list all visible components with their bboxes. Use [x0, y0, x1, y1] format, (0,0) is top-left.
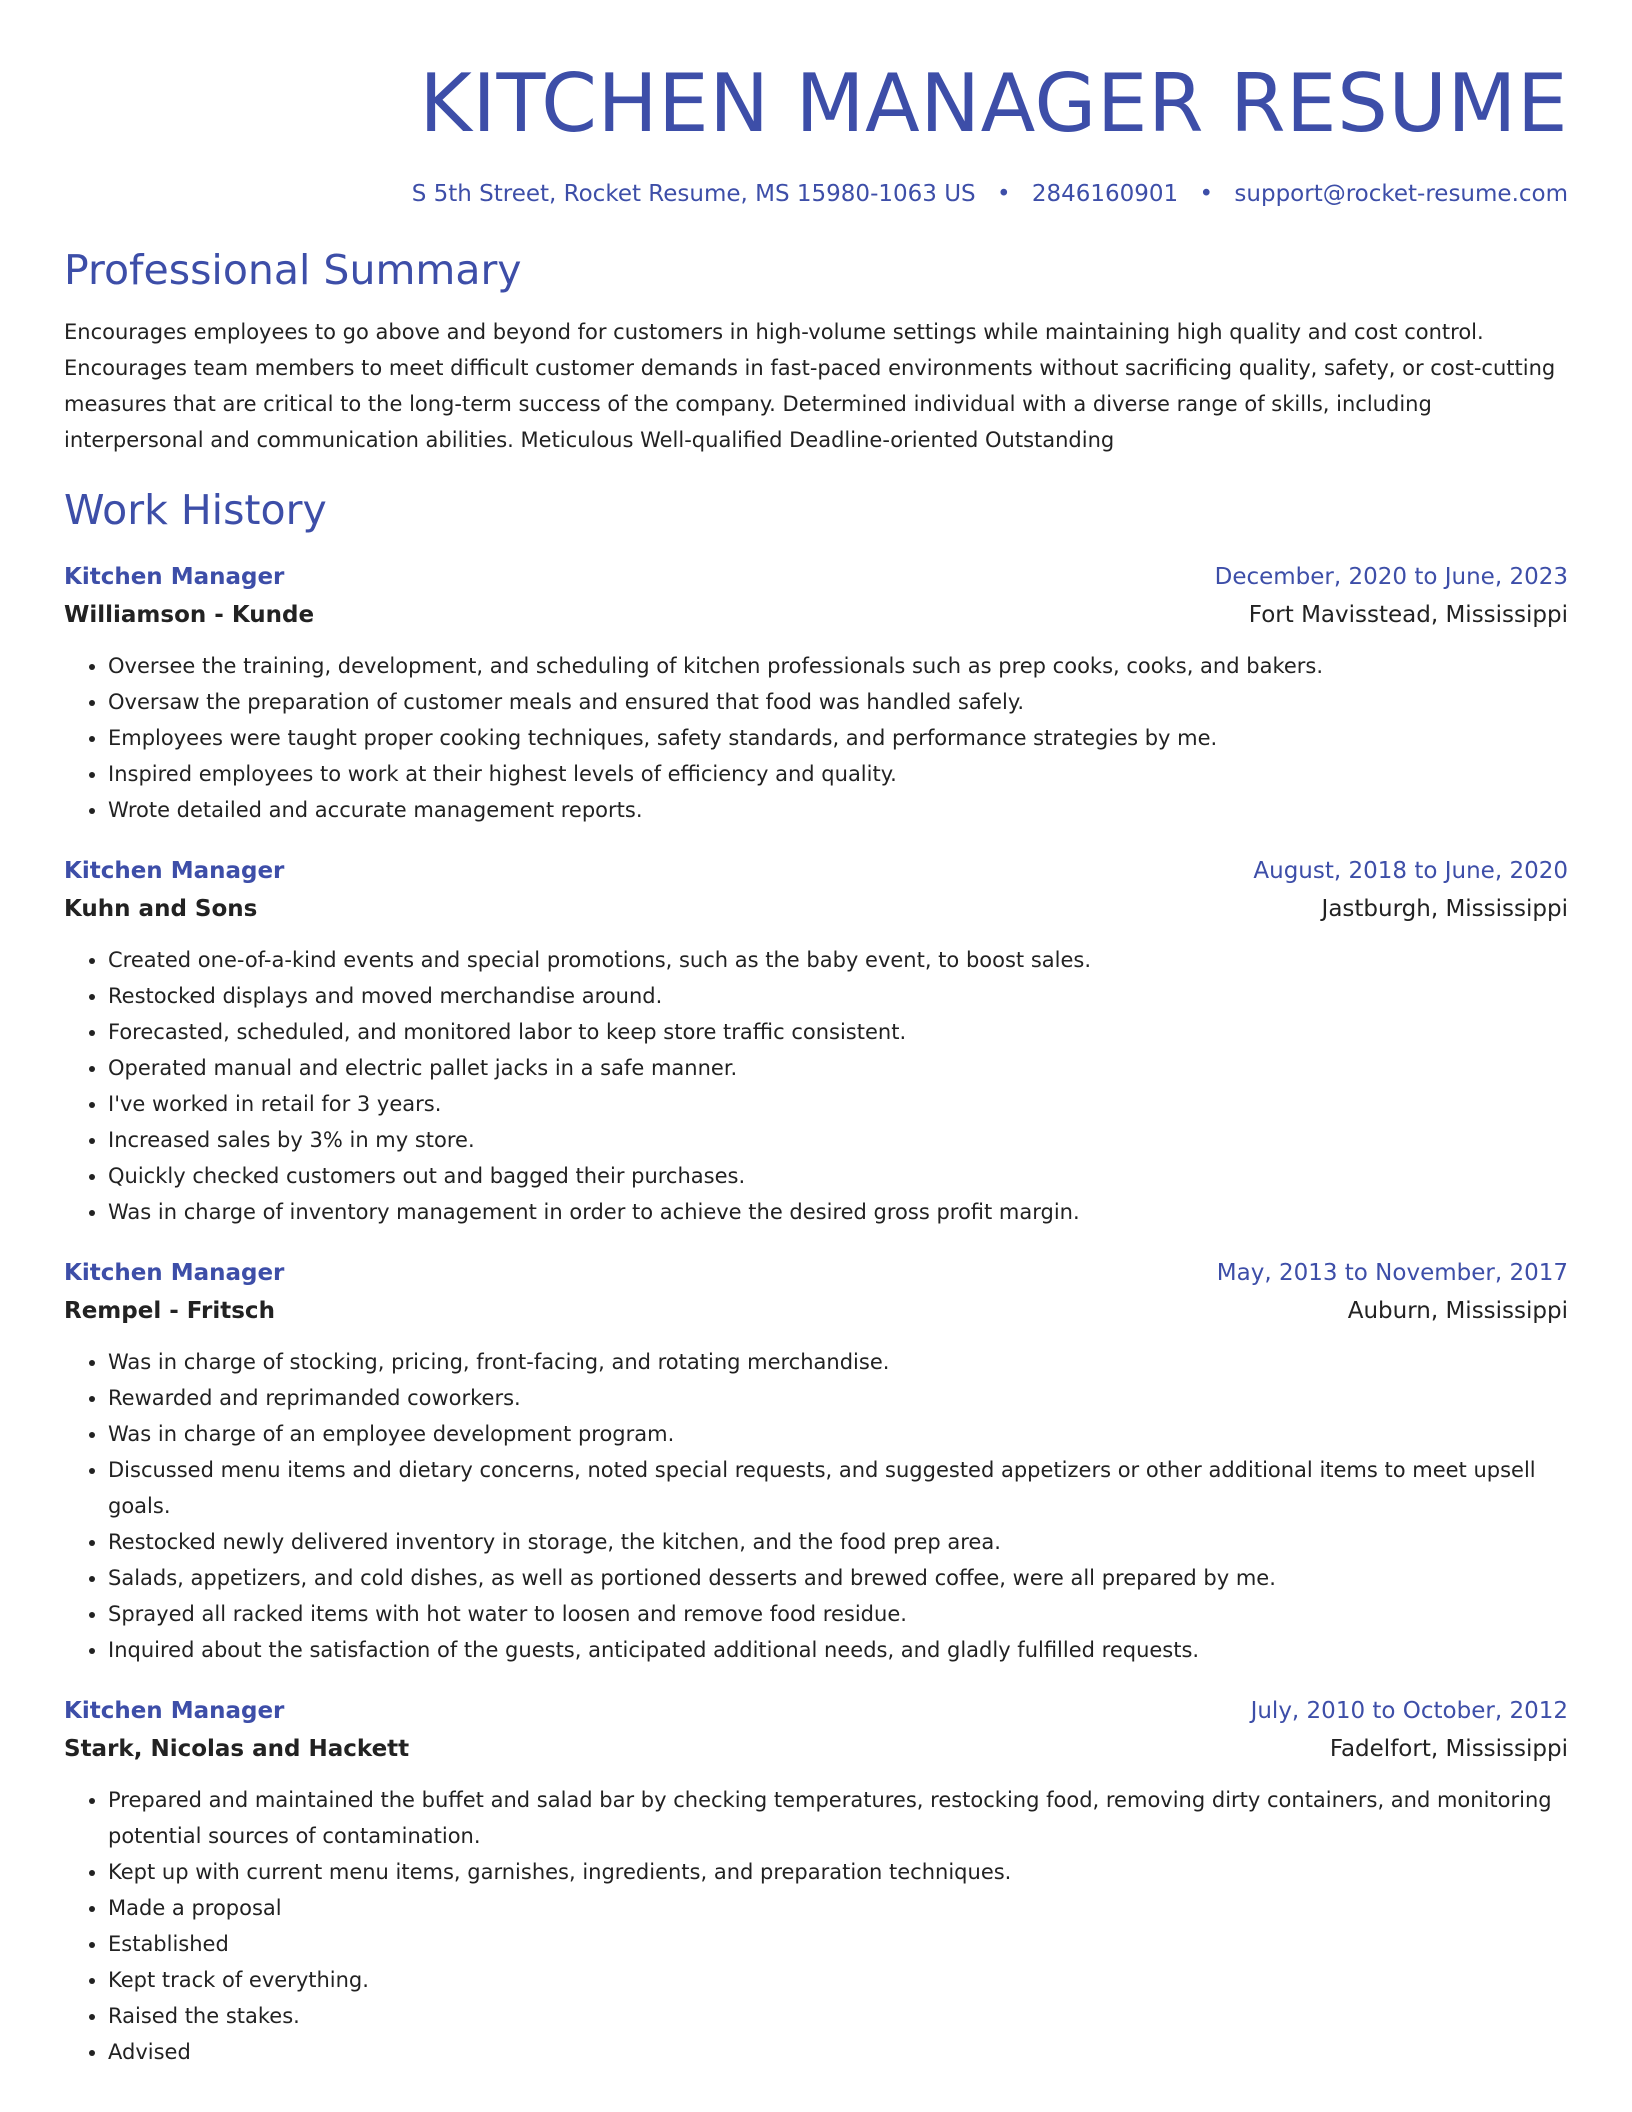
job-bullet: • Inspired employees to work at their highest levels of efficiency and quality.: [108, 756, 1568, 792]
job-title: Kitchen Manager: [64, 564, 285, 590]
job-bullet: • Quickly checked customers out and bagged their purchases.: [108, 1158, 1568, 1194]
job-bullet: • Employees were taught proper cooking techniques, safety standards, and performance strategies by me.: [108, 720, 1568, 756]
contact-email: support@rocket-resume.com: [1234, 181, 1568, 207]
job-dates: May, 2013 to November, 2017: [1216, 1260, 1568, 1286]
job-bullet: • Oversaw the preparation of customer meals and ensured that food was handled safely.: [108, 684, 1568, 720]
contact-separator: •: [996, 181, 1011, 207]
resume-header: [64, 0, 1568, 210]
job-bullets: [64, 942, 1568, 1230]
job-location: Fort Mavisstead, Mississippi: [1248, 602, 1568, 628]
contact-address: S 5th Street, Rocket Resume, MS 15980-1063 US: [411, 181, 976, 207]
job-bullets: [64, 1344, 1568, 1668]
job-company: Williamson - Kunde: [64, 602, 315, 628]
job-bullet: • Restocked displays and moved merchandise around.: [108, 978, 1568, 1014]
job-header-row: [64, 558, 1568, 596]
job-bullet: • Kept track of everything.: [108, 1962, 1568, 1998]
job-bullet: • Wrote detailed and accurate management reports.: [108, 792, 1568, 828]
job-title: Kitchen Manager: [64, 858, 285, 884]
job-bullet: • Was in charge of stocking, pricing, front-facing, and rotating merchandise.: [108, 1344, 1568, 1380]
contact-separator: •: [1199, 181, 1214, 207]
job-company-row: [64, 890, 1568, 928]
job-entry: [64, 558, 1568, 828]
job-bullet: • Discussed menu items and dietary concerns, noted special requests, and suggested appetizers or other additional items to meet upsell goals.: [108, 1452, 1568, 1524]
job-bullet: • Rewarded and reprimanded coworkers.: [108, 1380, 1568, 1416]
job-title: Kitchen Manager: [64, 1260, 285, 1286]
job-company: Rempel - Fritsch: [64, 1298, 275, 1324]
job-entry: [64, 1692, 1568, 2070]
job-bullets: [64, 648, 1568, 828]
job-bullet: • Raised the stakes.: [108, 1998, 1568, 2034]
job-company: Kuhn and Sons: [64, 896, 258, 922]
contact-line: [64, 178, 1568, 210]
job-bullet: • Was in charge of an employee development program.: [108, 1416, 1568, 1452]
job-location: Fadelfort, Mississippi: [1329, 1736, 1568, 1762]
job-bullet: • Salads, appetizers, and cold dishes, as well as portioned desserts and brewed coffee, were all prepared by me.: [108, 1560, 1568, 1596]
job-bullet: • Kept up with current menu items, garnishes, ingredients, and preparation techniques.: [108, 1854, 1568, 1890]
job-bullet: • Sprayed all racked items with hot water to loosen and remove food residue.: [108, 1596, 1568, 1632]
job-header-row: [64, 852, 1568, 890]
job-location: Auburn, Mississippi: [1347, 1298, 1568, 1324]
job-bullets: [64, 1782, 1568, 2070]
job-title: Kitchen Manager: [64, 1698, 285, 1724]
job-dates: August, 2018 to June, 2020: [1253, 858, 1568, 884]
job-company-row: [64, 596, 1568, 634]
job-bullet: • Forecasted, scheduled, and monitored labor to keep store traffic consistent.: [108, 1014, 1568, 1050]
job-bullet: • Prepared and maintained the buffet and salad bar by checking temperatures, restocking food, removing dirty containers, and monitoring potential sources of contamination.: [108, 1782, 1568, 1854]
job-bullet: • Was in charge of inventory management in order to achieve the desired gross profit margin.: [108, 1194, 1568, 1230]
job-bullet: • Established: [108, 1926, 1568, 1962]
summary-heading: Professional Summary: [64, 246, 522, 294]
job-bullet: • Advised: [108, 2034, 1568, 2070]
job-bullet: • Created one-of-a-kind events and special promotions, such as the baby event, to boost sales.: [108, 942, 1568, 978]
job-bullet: • Inquired about the satisfaction of the guests, anticipated additional needs, and gladly fulfilled requests.: [108, 1632, 1568, 1668]
job-entry: [64, 1254, 1568, 1668]
summary-text: Encourages employees to go above and beyond for customers in high-volume settings while maintaining high quality and cost control. Encourages team members to meet difficult customer demands in fast-paced environments without sacrificing quality, safety, or cost-cutting measures that are critical to the long-term success of the company. Determined individual with a diverse range of skills, including interpersonal and communication abilities. Meticulous Well-qualified Deadline-oriented Outstanding: [64, 320, 1556, 452]
job-bullet: • I've worked in retail for 3 years.: [108, 1086, 1568, 1122]
job-company: Stark, Nicolas and Hackett: [64, 1736, 410, 1762]
job-location: Jastburgh, Mississippi: [1321, 896, 1568, 922]
contact-phone: 2846160901: [1031, 181, 1179, 207]
job-company-row: [64, 1292, 1568, 1330]
job-bullet: • Made a proposal: [108, 1890, 1568, 1926]
job-bullet: • Oversee the training, development, and scheduling of kitchen professionals such as prep cooks, cooks, and bakers.: [108, 648, 1568, 684]
job-dates: July, 2010 to October, 2012: [1250, 1698, 1568, 1724]
job-dates: December, 2020 to June, 2023: [1214, 564, 1568, 590]
job-bullet: • Operated manual and electric pallet jacks in a safe manner.: [108, 1050, 1568, 1086]
job-header-row: [64, 1254, 1568, 1292]
job-company-row: [64, 1730, 1568, 1768]
job-bullet: • Increased sales by 3% in my store.: [108, 1122, 1568, 1158]
work-history-heading: Work History: [64, 486, 327, 534]
job-entry: [64, 852, 1568, 1230]
resume-name: KITCHEN MANAGER RESUME: [419, 57, 1568, 150]
job-header-row: [64, 1692, 1568, 1730]
job-bullet: • Restocked newly delivered inventory in storage, the kitchen, and the food prep area.: [108, 1524, 1568, 1560]
